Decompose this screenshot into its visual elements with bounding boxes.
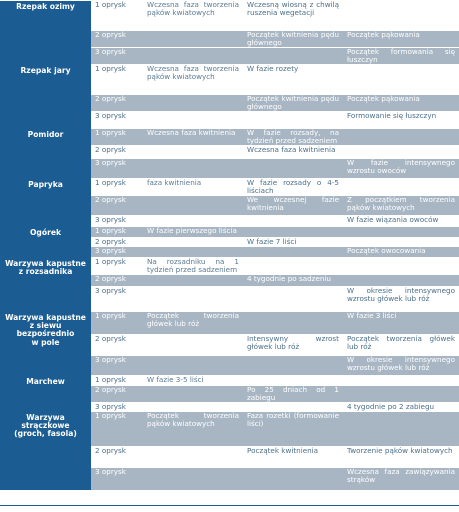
- stage-cell-1: [143, 403, 243, 412]
- spray-number-cell: 2 oprysk: [91, 146, 143, 159]
- stage-cell-1: [143, 447, 243, 468]
- table-row: [0, 227, 459, 238]
- stage-cell-3: [343, 376, 459, 386]
- stage-cell-3: Wczesna faza zawiązywania strąków: [343, 468, 459, 490]
- stage-cell-2: [243, 312, 343, 335]
- crop-name-line: Marchew: [26, 376, 65, 386]
- crop-name-line: Rzepak ozimy: [16, 1, 75, 11]
- stage-cell-2: [243, 258, 343, 275]
- crop-name-line: Ogórek: [29, 227, 62, 237]
- spray-number-cell: 2 oprysk: [91, 196, 143, 216]
- spray-number-cell: 2 oprysk: [91, 335, 143, 356]
- stage-cell-1: [143, 216, 243, 227]
- spray-number-cell: 2 oprysk: [91, 95, 143, 112]
- stage-cell-3: [343, 65, 459, 95]
- spray-number-cell: 3 oprysk: [91, 247, 143, 258]
- stage-cell-1: [143, 275, 243, 287]
- stage-cell-3: Początek owocowania: [343, 247, 459, 258]
- stage-cell-2: Początek kwitnienia pędu głównego: [243, 95, 343, 112]
- spray-number-cell: 1 oprysk: [91, 412, 143, 447]
- spray-number-cell: 3 oprysk: [91, 48, 143, 65]
- stage-cell-2: [243, 227, 343, 238]
- spray-number-cell: 2 oprysk: [91, 238, 143, 247]
- spray-number-cell: 1 oprysk: [91, 376, 143, 386]
- stage-cell-3: [343, 238, 459, 247]
- stage-cell-2: [243, 216, 343, 227]
- stage-cell-1: W fazie pierwszego liścia: [143, 227, 243, 238]
- stage-cell-2: Intensywny wzrost główek lub róż: [243, 335, 343, 356]
- stage-cell-2: [243, 287, 343, 312]
- crop-name-line: w pole: [31, 337, 60, 347]
- stage-cell-2: Wczesną wiosną z chwilą ruszenia wegetacji: [243, 1, 343, 31]
- stage-cell-3: W okresie intensywnego wzrostu główek lub róż: [343, 287, 459, 312]
- stage-cell-2: [243, 468, 343, 490]
- spray-number-cell: 1 oprysk: [91, 258, 143, 275]
- stage-cell-1: W fazie 3-5 liści: [143, 376, 243, 386]
- spray-number-cell: 1 oprysk: [91, 65, 143, 95]
- table-row: [0, 412, 459, 447]
- stage-cell-3: Początek pąkowania: [343, 95, 459, 112]
- spray-number-cell: 3 oprysk: [91, 159, 143, 179]
- stage-cell-1: [143, 356, 243, 376]
- crop-name-line: (groch, fasola): [14, 429, 77, 439]
- table-row: [0, 65, 459, 95]
- stage-cell-3: Początek formowania się łuszczyn: [343, 48, 459, 65]
- spray-number-cell: 1 oprysk: [91, 227, 143, 238]
- stage-cell-3: Tworzenie pąków kwiatowych: [343, 447, 459, 468]
- crop-name-line: z siewu bezpośrednio: [16, 320, 75, 339]
- spray-number-cell: 2 oprysk: [91, 447, 143, 468]
- stage-cell-2: [243, 48, 343, 65]
- spray-number-cell: 2 oprysk: [91, 31, 143, 48]
- stage-cell-2: We wczesnej fazie kwitnienia: [243, 196, 343, 216]
- stage-cell-3: Początek pąkowania: [343, 31, 459, 48]
- spray-number-cell: 2 oprysk: [91, 386, 143, 403]
- stage-cell-1: [143, 287, 243, 312]
- spray-number-cell: 3 oprysk: [91, 403, 143, 412]
- stage-cell-2: Początek kwitnienia pędu głównego: [243, 31, 343, 48]
- stage-cell-1: [143, 247, 243, 258]
- stage-cell-2: W fazie rozsady, na tydzień przed sadzeniem: [243, 129, 343, 146]
- spray-number-cell: 3 oprysk: [91, 468, 143, 490]
- stage-cell-2: W fazie 7 liści: [243, 238, 343, 247]
- table-row: [0, 258, 459, 275]
- stage-cell-3: W fazie intensywnego wzrostu owoców: [343, 159, 459, 179]
- spray-number-cell: 3 oprysk: [91, 356, 143, 376]
- stage-cell-1: Wczesna faza kwitnienia: [143, 129, 243, 146]
- stage-cell-1: [143, 159, 243, 179]
- stage-cell-2: [243, 112, 343, 129]
- stage-cell-3: Początek tworzenia główek lub róż: [343, 335, 459, 356]
- spray-number-cell: 3 oprysk: [91, 112, 143, 129]
- spray-number-cell: 1 oprysk: [91, 129, 143, 146]
- spray-number-cell: 1 oprysk: [91, 1, 143, 31]
- stage-cell-3: W fazie 3 liści: [343, 312, 459, 335]
- stage-cell-2: [243, 376, 343, 386]
- crop-name-line: Papryka: [28, 179, 63, 189]
- crop-name-line: Warzywa strączkowe: [21, 412, 70, 430]
- stage-cell-2: Po 25 dniach od 1 zabiegu: [243, 386, 343, 403]
- stage-cell-2: [243, 247, 343, 258]
- spray-number-cell: 2 oprysk: [91, 275, 143, 287]
- stage-cell-3: [343, 179, 459, 196]
- crop-name-cell: [0, 179, 91, 227]
- stage-cell-2: W fazie rozety: [243, 65, 343, 95]
- crop-name-cell: [0, 412, 91, 490]
- stage-cell-1: [143, 238, 243, 247]
- stage-cell-2: Wczesna faza kwitnienia: [243, 146, 343, 159]
- table-row: [0, 1, 459, 31]
- stage-cell-2: 4 tygodnie po sadzeniu: [243, 275, 343, 287]
- stage-cell-1: Wczesna faza tworzenia pąków kwiatowych: [143, 1, 243, 31]
- stage-cell-2: Początek kwitnienia: [243, 447, 343, 468]
- stage-cell-1: Wczesna faza tworzenia pąków kwiatowych: [143, 65, 243, 95]
- stage-cell-3: [343, 386, 459, 403]
- crop-name-cell: [0, 376, 91, 412]
- stage-cell-3: [343, 1, 459, 31]
- stage-cell-2: W fazie rozsady o 4-5 liściach: [243, 179, 343, 196]
- stage-cell-1: [143, 468, 243, 490]
- stage-cell-3: [343, 258, 459, 275]
- crop-name-cell: [0, 227, 91, 258]
- stage-cell-1: [143, 95, 243, 112]
- stage-cell-1: [143, 196, 243, 216]
- stage-cell-1: [143, 386, 243, 403]
- stage-cell-1: [143, 48, 243, 65]
- spray-number-cell: 3 oprysk: [91, 216, 143, 227]
- stage-cell-2: [243, 403, 343, 412]
- stage-cell-1: Na rozsadniku na 1 tydzień przed sadzeniem: [143, 258, 243, 275]
- stage-cell-1: [143, 112, 243, 129]
- stage-cell-3: [343, 275, 459, 287]
- stage-cell-2: Faza rozetki (formowanie liści): [243, 412, 343, 447]
- stage-cell-3: [343, 227, 459, 238]
- stage-cell-1: Początek tworzenia pąków kwiatowych: [143, 412, 243, 447]
- spray-number-cell: 1 oprysk: [91, 312, 143, 335]
- stage-cell-3: W fazie wiązania owoców: [343, 216, 459, 227]
- stage-cell-3: Formowanie się łuszczyn: [343, 112, 459, 129]
- crop-name-line: Warzywa kapustne: [5, 258, 86, 268]
- stage-cell-3: [343, 129, 459, 146]
- crop-name-line: z rozsadnika: [18, 266, 73, 276]
- crop-name-cell: [0, 129, 91, 179]
- stage-cell-2: [243, 356, 343, 376]
- crop-name-line: Pomidor: [27, 129, 64, 139]
- crop-name-cell: [0, 312, 91, 376]
- stage-cell-1: [143, 335, 243, 356]
- table-bottom-border: [0, 505, 459, 506]
- stage-cell-3: [343, 146, 459, 159]
- table-row: [0, 129, 459, 146]
- stage-cell-1: Początek tworzenia główek lub róż: [143, 312, 243, 335]
- crop-name-line: Warzywa kapustne: [5, 312, 86, 322]
- stage-cell-3: W okresie intensywnego wzrostu główek lub róż: [343, 356, 459, 376]
- stage-cell-3: 4 tygodnie po 2 zabiegu: [343, 403, 459, 412]
- table-row: [0, 179, 459, 196]
- crop-name-cell: [0, 1, 91, 65]
- stage-cell-3: [343, 412, 459, 447]
- crop-name-line: Rzepak jary: [20, 65, 71, 75]
- table-row: [0, 312, 459, 335]
- stage-cell-2: [243, 159, 343, 179]
- stage-cell-1: faza kwitnienia: [143, 179, 243, 196]
- table-row: [0, 376, 459, 386]
- stage-cell-3: Z początkiem tworzenia pąków kwiatowych: [343, 196, 459, 216]
- crop-name-cell: [0, 65, 91, 129]
- spray-number-cell: 3 oprysk: [91, 287, 143, 312]
- spray-number-cell: 1 oprysk: [91, 179, 143, 196]
- crop-name-cell: [0, 258, 91, 312]
- stage-cell-1: [143, 146, 243, 159]
- stage-cell-1: [143, 31, 243, 48]
